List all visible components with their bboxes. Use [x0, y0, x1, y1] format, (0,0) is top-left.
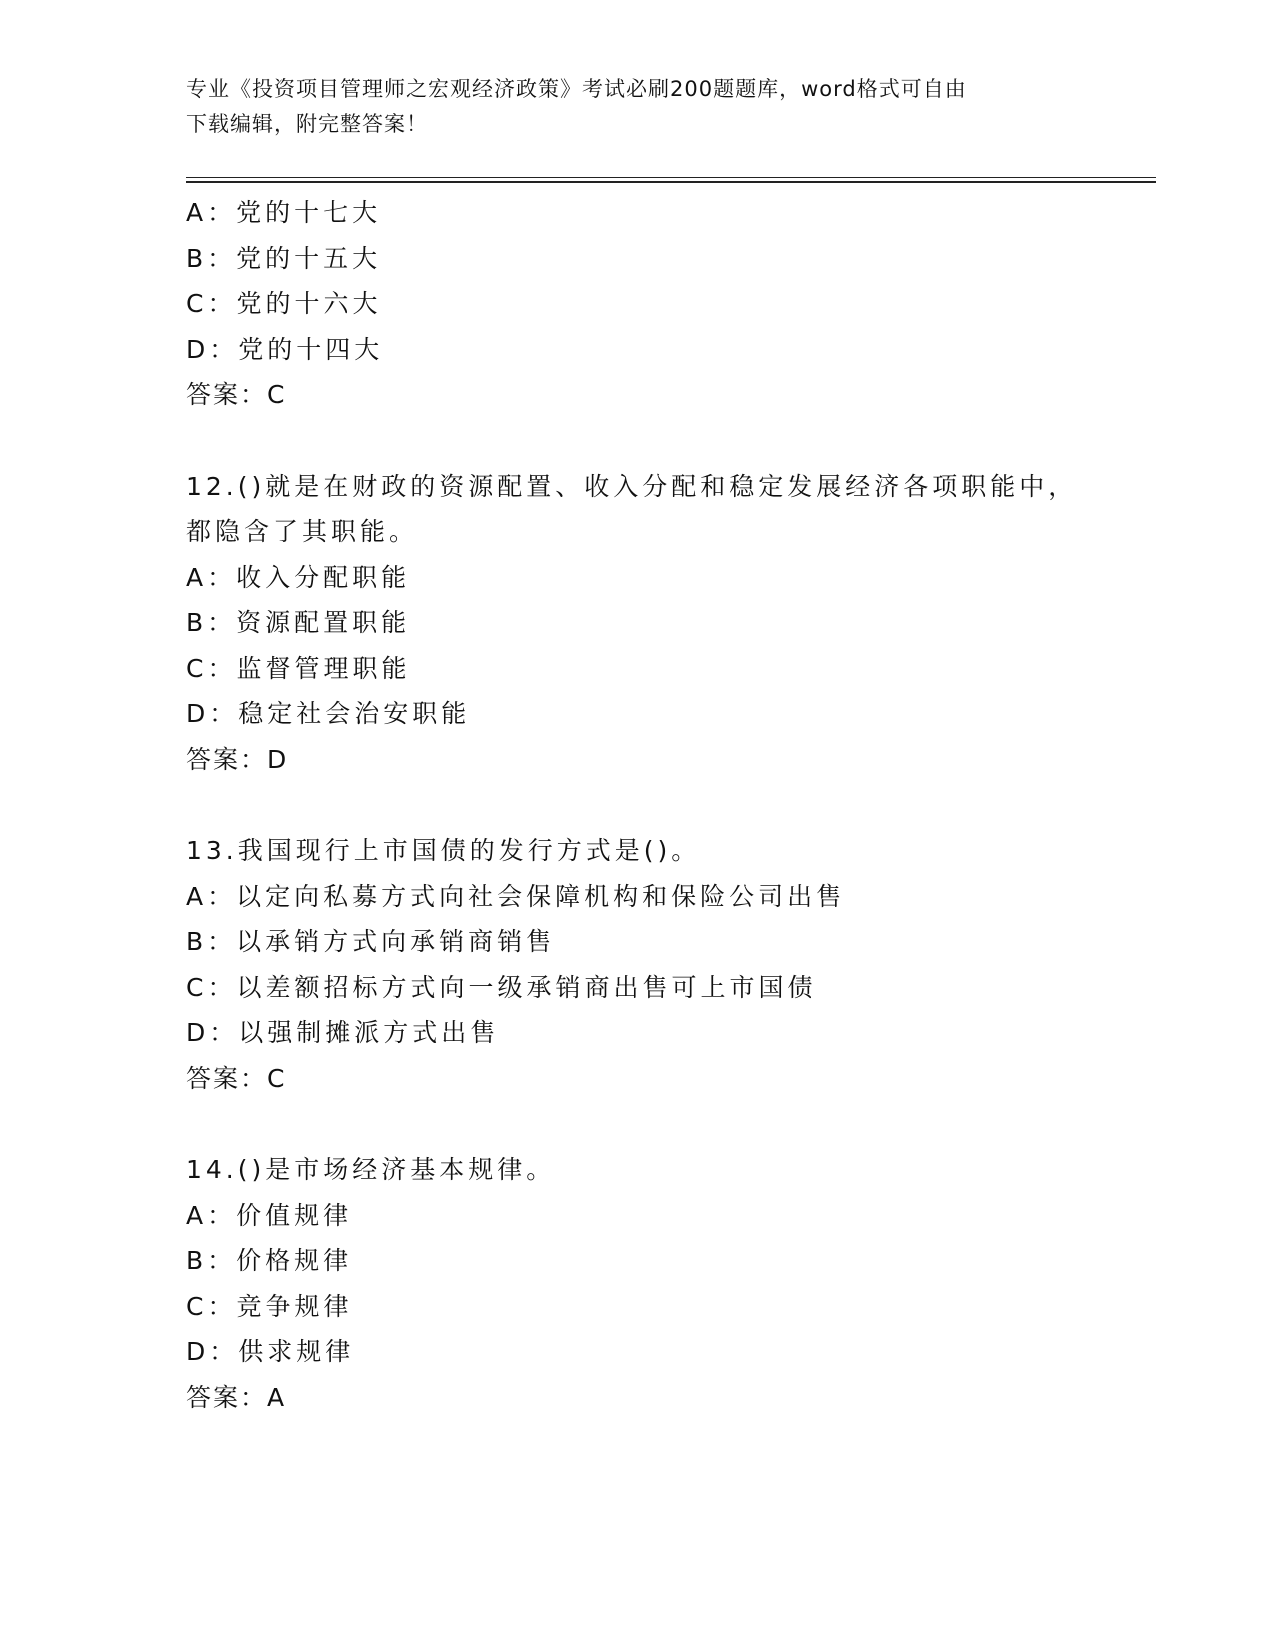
- question-stem-line-1: 12.()就是在财政的资源配置、收入分配和稳定发展经济各项职能中，: [186, 471, 1078, 501]
- question-11: [186, 190, 1086, 418]
- option-d: D：党的十四大: [186, 334, 384, 364]
- header-line-1: 专业《投资项目管理师之宏观经济政策》考试必刷200题题库，word格式可自由: [186, 77, 967, 101]
- question-spacer: [186, 418, 1086, 464]
- question-stem: 14.()是市场经济基本规律。: [186, 1155, 556, 1184]
- option-b: B：以承销方式向承销商销售: [186, 927, 556, 956]
- question-list: [186, 190, 1086, 1420]
- option-a: A：以定向私募方式向社会保障机构和保险公司出售: [186, 881, 846, 911]
- answer-line: 答案：D: [186, 744, 289, 774]
- question-stem-line-2: 都隐含了其职能。: [186, 517, 419, 546]
- option-c: C：监督管理职能: [186, 653, 411, 683]
- header-divider-top: [186, 177, 1156, 178]
- question-13: [186, 828, 1086, 1101]
- option-a: A：收入分配职能: [186, 562, 411, 592]
- option-a: A：价值规律: [186, 1200, 353, 1230]
- option-c: C：以差额招标方式向一级承销商出售可上市国债: [186, 972, 817, 1002]
- question-12: [186, 464, 1086, 783]
- option-d: D：以强制摊派方式出售: [186, 1018, 500, 1047]
- option-b: B：党的十五大: [186, 243, 382, 273]
- question-spacer: [186, 782, 1086, 828]
- answer-line: 答案：A: [186, 1382, 287, 1412]
- option-b: B：资源配置职能: [186, 608, 411, 637]
- option-d: D：供求规律: [186, 1337, 355, 1366]
- option-c: C：竞争规律: [186, 1291, 353, 1321]
- option-d: D：稳定社会治安职能: [186, 699, 471, 728]
- answer-line: 答案：C: [186, 380, 287, 409]
- header-divider-bottom: [186, 181, 1156, 183]
- option-c: C：党的十六大: [186, 289, 382, 318]
- answer-line: 答案：C: [186, 1063, 287, 1093]
- question-spacer: [186, 1101, 1086, 1147]
- question-14: [186, 1147, 1086, 1420]
- option-b: B：价格规律: [186, 1246, 353, 1275]
- document-header: [186, 72, 1066, 142]
- header-line-2: 下载编辑，附完整答案！: [186, 112, 428, 136]
- option-a: A：党的十七大: [186, 198, 382, 227]
- question-stem: 13.我国现行上市国债的发行方式是()。: [186, 836, 701, 865]
